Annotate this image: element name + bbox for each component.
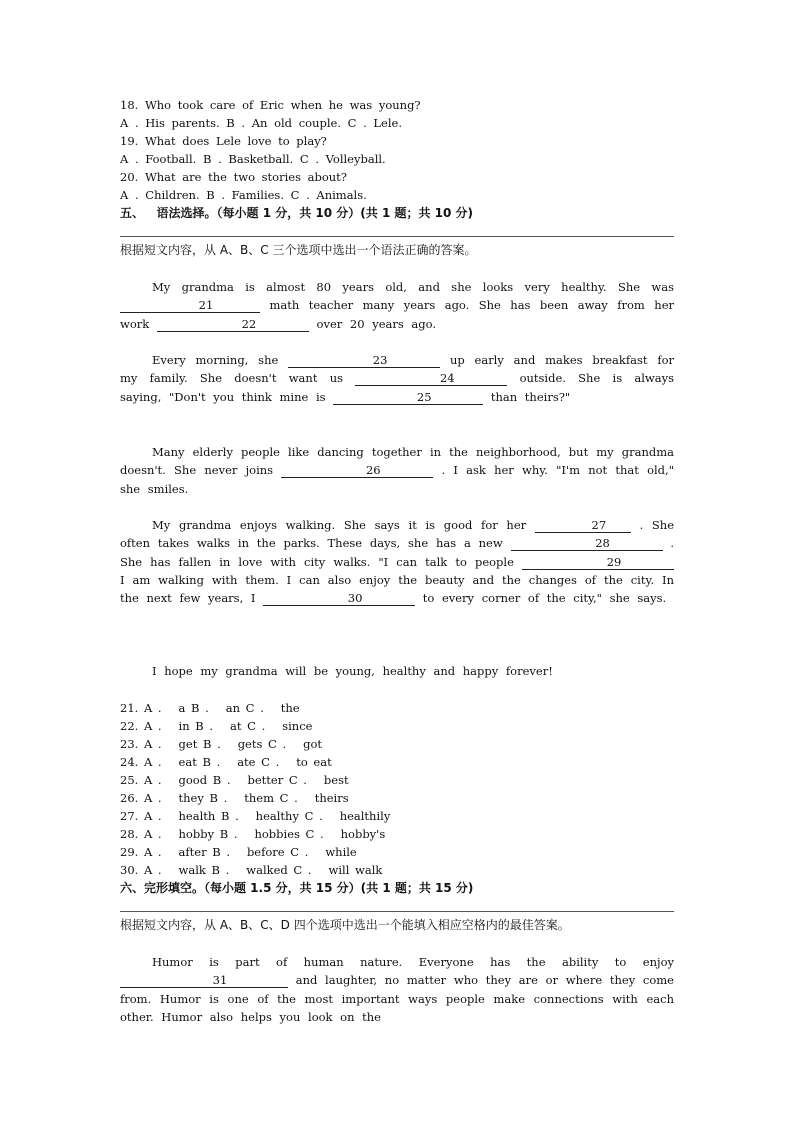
section-6-divider	[120, 911, 674, 912]
paragraph-text: than theirs?"	[490, 389, 571, 404]
paragraph-text: over 20 years ago.	[316, 316, 437, 331]
paragraph-text: Humor is part of human nature. Everyone has the ability to enjoy	[152, 955, 674, 969]
option-line-27: 27. A . health B . healthy C . healthily	[120, 809, 391, 823]
passage-5-paragraph-1	[120, 278, 674, 333]
passage-6-paragraph-1	[120, 953, 674, 1026]
option-line-29: 29. A . after B . before C . while	[120, 845, 357, 859]
question-18: 18. Who took care of Eric when he was young?	[120, 98, 421, 112]
blank-23[interactable]: 23	[288, 354, 440, 368]
option-line-21: 21. A . a B . an C . the	[120, 701, 300, 715]
option-line-22: 22. A . in B . at C . since	[120, 719, 313, 733]
option-line-30: 30. A . walk B . walked C . will walk	[120, 863, 383, 877]
paragraph-text: . I ask her why. "I'm not that old," she smiles.	[120, 463, 674, 496]
option-line-25: 25. A . good B . better C . best	[120, 773, 349, 787]
question-18-options: A . His parents. B . An old couple. C . Lele.	[120, 116, 402, 130]
paragraph-text: outside. She is always saying, "Don't you think mine is	[120, 371, 675, 404]
blank-22[interactable]: 22	[157, 318, 309, 332]
blank-31[interactable]: 31	[120, 974, 288, 988]
passage-5-paragraph-2	[120, 351, 674, 406]
question-20: 20. What are the two stories about?	[120, 170, 347, 184]
passage-5-paragraph-3	[120, 443, 674, 498]
paragraph-text: and laughter, no matter who they are or where they come from. Humor is one of the most important ways people make connections with each other. Humor also helps you look on the	[120, 973, 674, 1024]
option-line-24: 24. A . eat B . ate C . to eat	[120, 755, 332, 769]
paragraph-text: up early and makes breakfast for my family. She doesn't want us	[120, 353, 675, 386]
blank-28[interactable]: 28	[511, 537, 663, 551]
section-5-instruction: 根据短文内容，从 A、B、C 三个选项中选出一个语法正确的答案。	[120, 243, 477, 257]
option-line-26: 26. A . they B . them C . theirs	[120, 791, 349, 805]
question-19: 19. What does Lele love to play?	[120, 134, 327, 148]
paragraph-text: . She has fallen in love with city walks. "I can talk to people	[120, 536, 674, 569]
passage-5-paragraph-4	[120, 516, 674, 607]
question-19-options: A . Football. B . Basketball. C . Volleyball.	[120, 152, 386, 166]
blank-26[interactable]: 26	[281, 464, 433, 478]
blank-21[interactable]: 21	[120, 299, 260, 313]
question-20-options: A . Children. B . Families. C . Animals.	[120, 188, 367, 202]
blank-29[interactable]: 29	[522, 556, 674, 570]
blank-24[interactable]: 24	[355, 372, 507, 386]
paragraph-text: Every morning, she	[152, 353, 279, 367]
option-line-28: 28. A . hobby B . hobbies C . hobby's	[120, 827, 386, 841]
section-6-title: 六、完形填空。（每小题 1.5 分，共 15 分）(共 1 题；共 15 分)	[120, 881, 474, 895]
blank-27[interactable]: 27	[535, 519, 631, 533]
paragraph-text: to every corner of the city," she says.	[422, 591, 667, 606]
option-line-23: 23. A . get B . gets C . got	[120, 737, 323, 751]
blank-30[interactable]: 30	[263, 592, 415, 606]
section-5-divider	[120, 236, 674, 237]
blank-25[interactable]: 25	[333, 391, 483, 405]
passage-5-paragraph-5: I hope my grandma will be young, healthy and happy forever!	[152, 664, 553, 678]
paragraph-text: My grandma enjoys walking. She says it is good for her	[152, 518, 527, 532]
paragraph-text: My grandma is almost 80 years old, and she looks very healthy. She was	[152, 280, 674, 294]
paragraph-text: math teacher many years ago. She has been away from her work	[120, 298, 674, 331]
paragraph-text: I am walking with them. I can also enjoy the beauty and the changes of the city. In the next few years, I	[120, 572, 674, 606]
section-6-instruction: 根据短文内容，从 A、B、C、D 四个选项中选出一个能填入相应空格内的最佳答案。	[120, 918, 570, 932]
section-5-title: 五、 语法选择。（每小题 1 分，共 10 分）(共 1 题；共 10 分)	[120, 206, 474, 220]
paragraph-text: Many elderly people like dancing together in the neighborhood, but my grandma doesn't. She never joins	[120, 445, 674, 478]
paragraph-text: . She often takes walks in the parks. These days, she has a new	[120, 518, 675, 551]
